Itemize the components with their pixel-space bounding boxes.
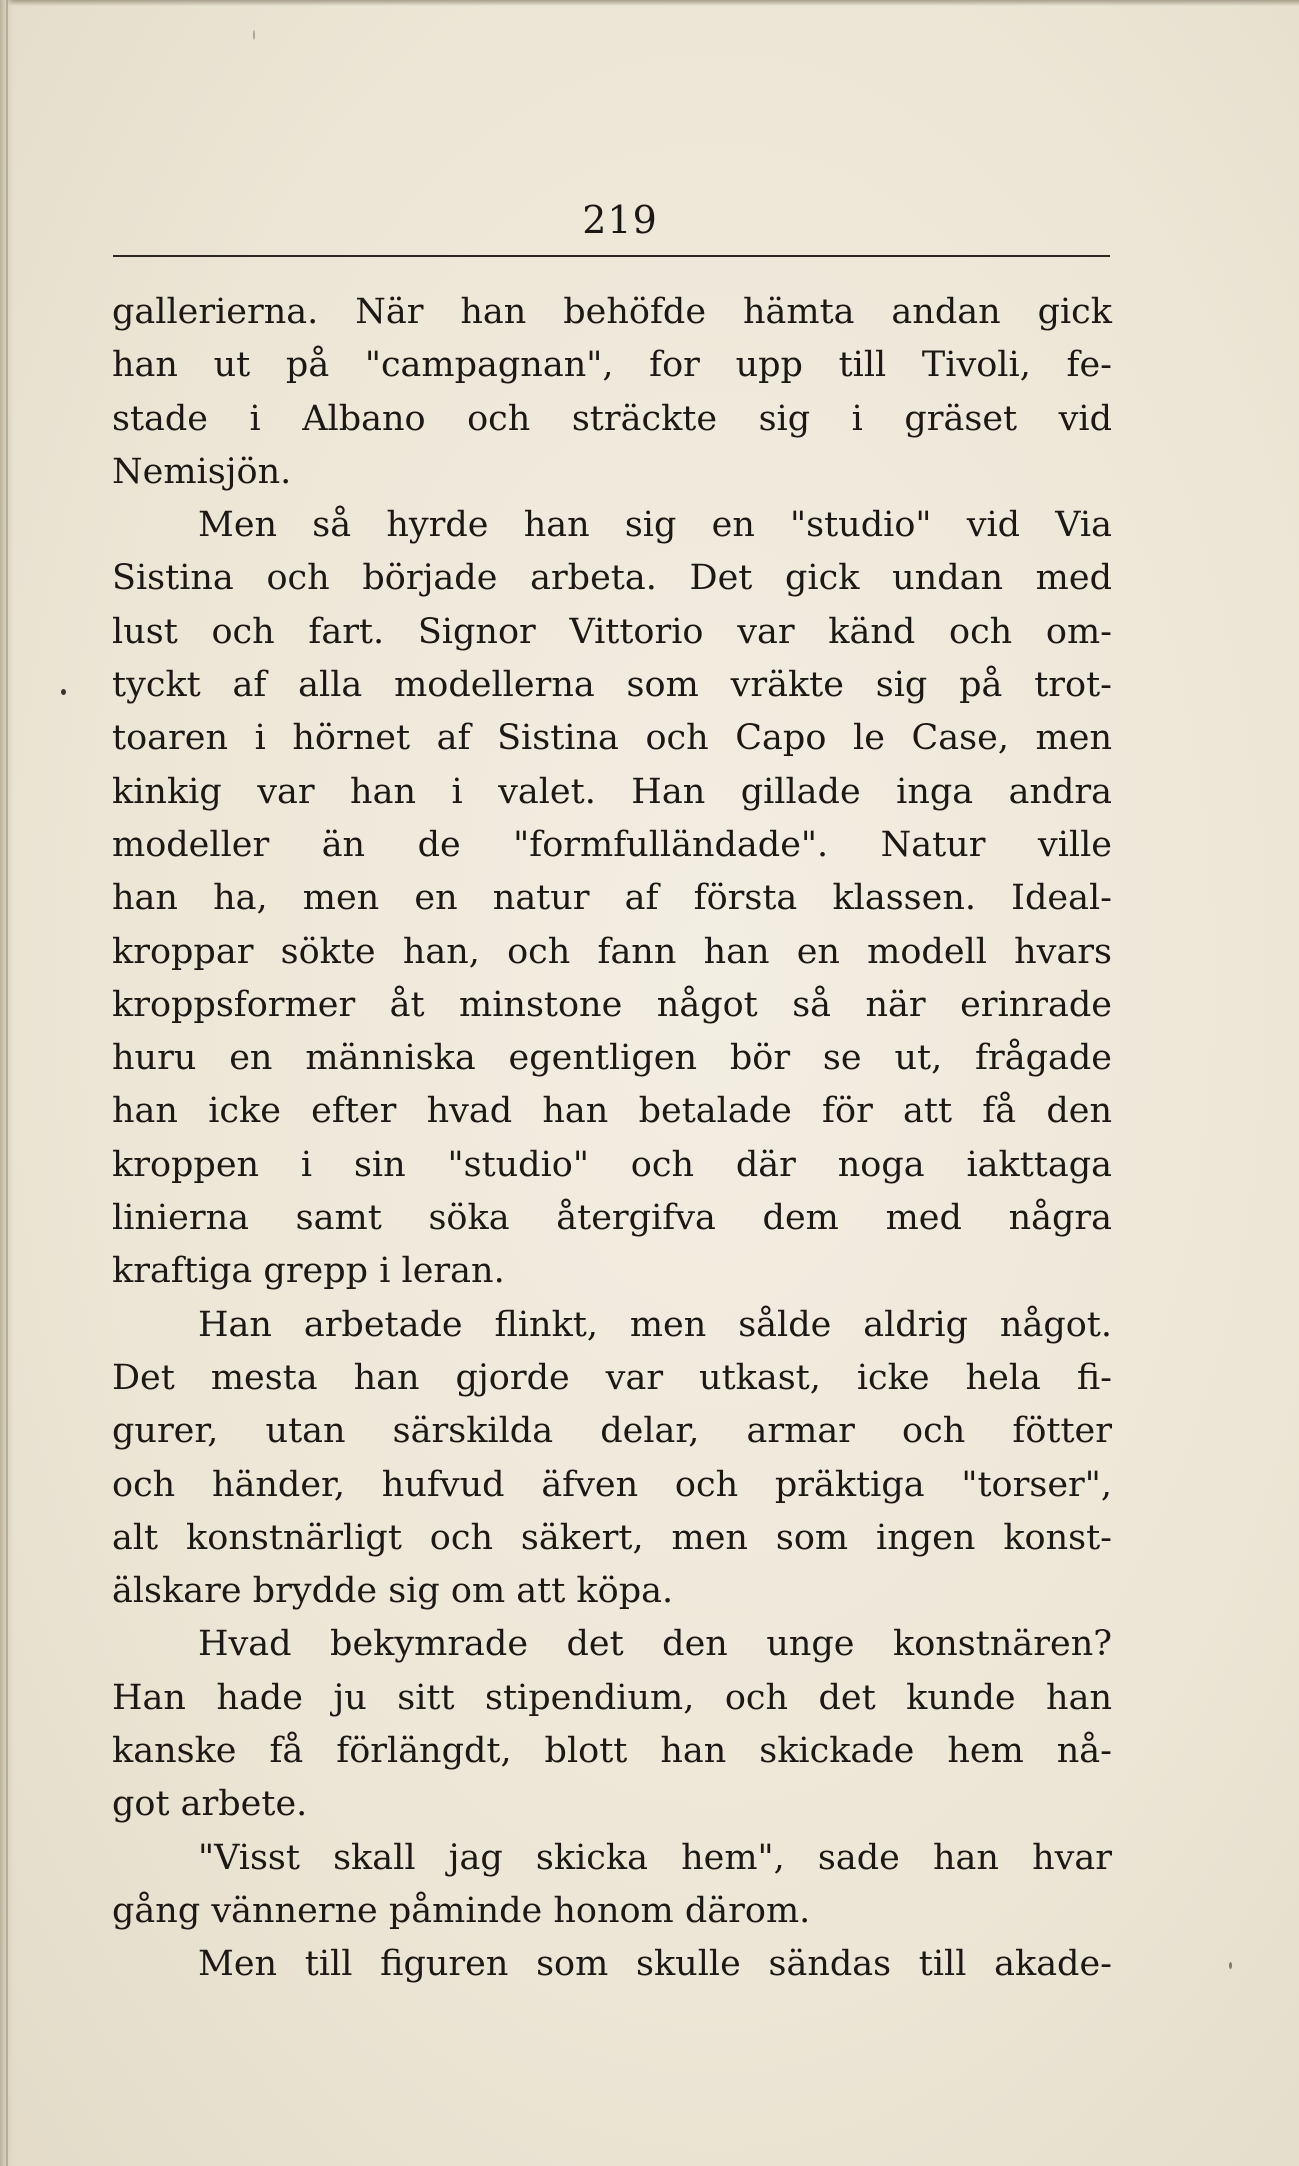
paper-speck <box>1229 1962 1232 1969</box>
text-line: han ut på "campagnan", for upp till Tivoli, fe- <box>112 345 1112 386</box>
text-line: modeller än de "formfulländade". Natur ville <box>112 824 1112 865</box>
text-line: gång vännerne påminde honom därom. <box>112 1890 811 1931</box>
page-top-edge <box>0 0 1299 6</box>
text-line: kinkig var han i valet. Han gillade inga andra <box>112 771 1112 812</box>
text-line: Han hade ju sitt stipendium, och det kunde han <box>112 1677 1112 1718</box>
page-number: 219 <box>582 198 658 242</box>
text-line: Men till figuren som skulle sändas till akade- <box>198 1944 1112 1985</box>
text-line: kroppar sökte han, och fann han en modell hvars <box>112 931 1112 972</box>
text-line: han icke efter hvad han betalade för att få den <box>112 1091 1112 1132</box>
text-line: lust och fart. Signor Vittorio var känd och om- <box>112 611 1112 652</box>
text-line: Sistina och började arbeta. Det gick undan med <box>112 558 1112 599</box>
text-line: Han arbetade flinkt, men sålde aldrig något. <box>198 1304 1112 1345</box>
text-line: och händer, hufvud äfven och präktiga "torser", <box>112 1464 1112 1505</box>
paper-speck <box>61 689 66 695</box>
text-line: tyckt af alla modellerna som vräkte sig på trot- <box>112 665 1112 706</box>
text-line: "Visst skall jag skicka hem", sade han hvar <box>198 1837 1112 1878</box>
text-line: Men så hyrde han sig en "studio" vid Via <box>198 505 1112 546</box>
text-line: Hvad bekymrade det den unge konstnären? <box>198 1624 1112 1665</box>
text-line: alt konstnärligt och säkert, men som ingen konst- <box>112 1517 1112 1558</box>
text-line: stade i Albano och sträckte sig i gräset vid <box>112 398 1112 439</box>
page-binding-edge <box>0 0 14 2166</box>
body-text <box>112 286 1112 1992</box>
text-line: gurer, utan särskilda delar, armar och fötter <box>112 1411 1112 1452</box>
text-line: linierna samt söka återgifva dem med några <box>112 1198 1112 1239</box>
text-line: got arbete. <box>112 1784 308 1825</box>
header-rule <box>113 255 1110 257</box>
text-line: toaren i hörnet af Sistina och Capo le Case, men <box>112 718 1112 759</box>
paper-speck <box>253 30 255 40</box>
text-line: älskare brydde sig om att köpa. <box>112 1571 674 1612</box>
text-line: Nemisjön. <box>112 451 292 492</box>
text-line: kroppsformer åt minstone något så när erinrade <box>112 984 1112 1025</box>
text-line: han ha, men en natur af första klassen. Ideal- <box>112 878 1112 919</box>
text-line: Det mesta han gjorde var utkast, icke hela fi- <box>112 1357 1112 1398</box>
text-line: gallerierna. När han behöfde hämta andan gick <box>112 292 1112 332</box>
text-line: kraftiga grepp i leran. <box>112 1251 505 1292</box>
text-line: kanske få förlängdt, blott han skickade hem nå- <box>112 1731 1112 1772</box>
text-line: huru en människa egentligen bör se ut, frågade <box>112 1038 1112 1079</box>
text-line: kroppen i sin "studio" och där noga iakttaga <box>112 1144 1112 1185</box>
